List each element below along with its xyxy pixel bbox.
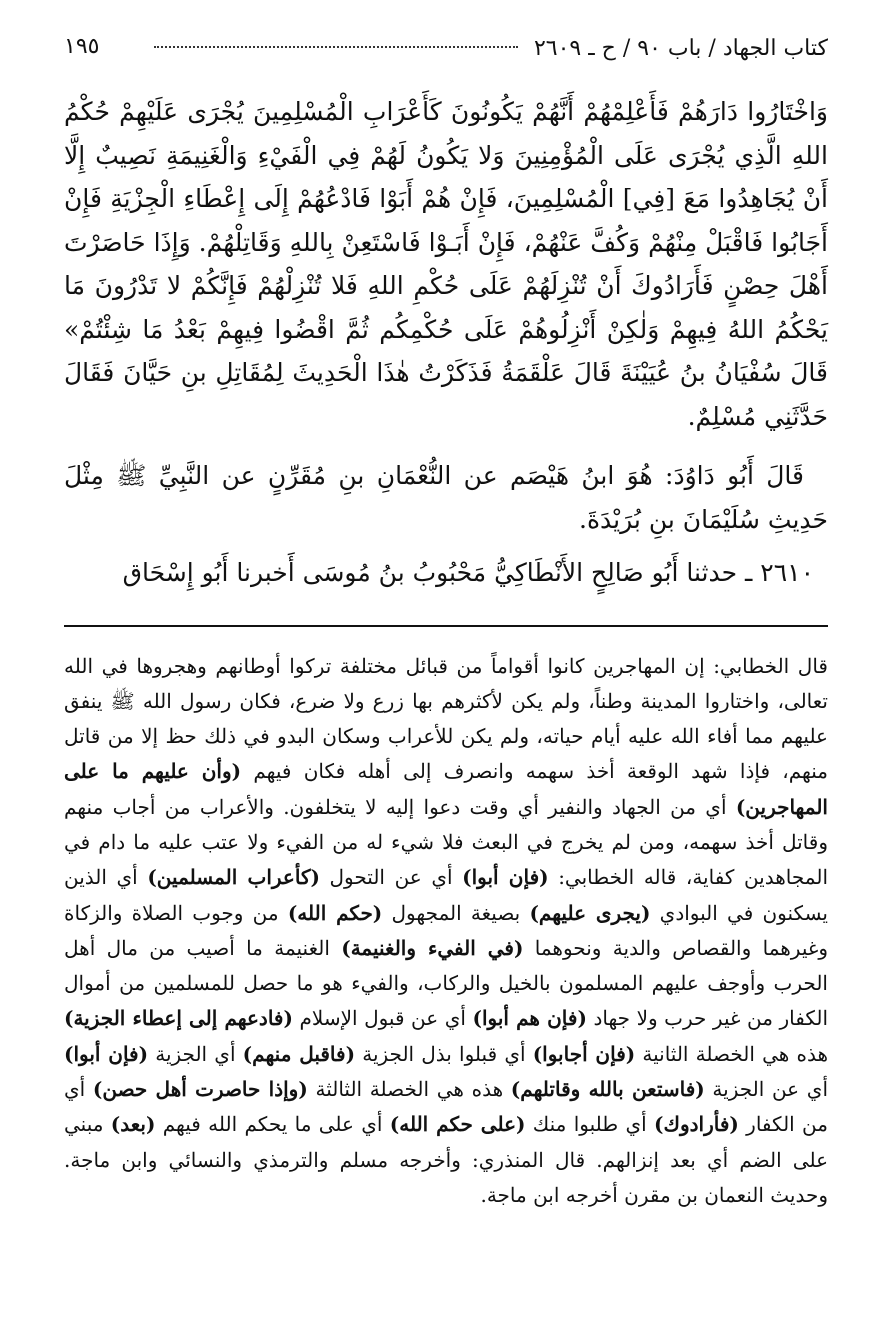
commentary-bold-phrase: (فإن هم أبوا): [472, 1006, 587, 1031]
running-title: كتاب الجهاد / باب ٩٠ / ح ـ ٢٦٠٩: [533, 36, 828, 61]
commentary-bold-phrase: (وإذا حاصرت أهل حصن): [92, 1077, 308, 1102]
hadith-paragraph: وَاخْتَارُوا دَارَهُمْ فَأَعْلِمْهُمْ أَنَّهُمْ يَكُونُونَ كَأَعْرَابِ الْمُسْلِمِينَ يُجْرَى عَلَيْهِمْ حُكْمُ اللهِ الَّذِي يُجْرَى عَلَى الْمُؤْمِنِينَ وَلا يَكُونُ لَهُمْ فِي الْفَيْءِ وَالْغَنِيمَةِ نَصِيبٌ إِلَّا أَنْ يُجَاهِدُوا مَعَ [فِي] الْمُسْلِمِينَ، فَإِنْ هُمْ أَبَوْا فَادْعُهُمْ إِلَى إِعْطَاءِ الْجِزْيَةِ فَإِنْ أَجَابُوا فَاقْبَلْ مِنْهُمْ وَكُفَّ عَنْهُمْ، فَإِنْ أَبَـوْا فَاسْتَعِنْ بِاللهِ وَقَاتِلْهُمْ. وَإِذَا حَاصَرْتَ أَهْلَ حِصْنٍ فَأَرَادُوكَ أَنْ تُنْزِلَهُمْ عَلَى حُكْمِ اللهِ فَلا تُنْزِلْهُمْ فَإِنَّكُمْ لا تَدْرُونَ مَا يَحْكُمُ اللهُ فِيهِمْ وَلٰكِنْ أَنْزِلُوهُمْ عَلَى حُكْمِكُم ثُمَّ اقْضُوا فِيهِمْ بَعْدُ مَا شِئْتُمْ» قَالَ سُفْيَانُ بنُ عُيَيْنَةَ قَالَ عَلْقَمَةُ فَذَكَرْتُ هٰذَا الْحَدِيثَ لِمُقَاتِلِ بنِ حَيَّانَ فَقَالَ حَدَّثَنِي مُسْلِمٌ.: [64, 97, 828, 431]
commentary-text: أي عن قبول الإسلام: [292, 1006, 473, 1031]
commentary-text: أي الذين يسكنون في البوادي: [64, 865, 828, 925]
commentary-bold-phrase: (حكم الله): [287, 900, 383, 925]
commentary-bold-phrase: (كأعراب المسلمين): [147, 865, 320, 890]
commentary-bold-phrase: (فاستعن بالله وقاتلهم): [510, 1077, 705, 1102]
commentary-bold-phrase: (فأرادوك): [654, 1112, 739, 1137]
commentary-bold-phrase: (بعد): [110, 1112, 156, 1137]
header-dotted-leader: [154, 46, 518, 48]
footnote-separator: [64, 625, 828, 627]
hadith-text: [64, 90, 828, 595]
hadith-2610-start: ٢٦١٠ ـ حدثنا أَبُو صَالِحٍ الأَنْطَاكِيُّ مَحْبُوبُ بنُ مُوسَى أَخبرنا أَبُو إِسْحَاق: [122, 558, 814, 587]
commentary-text: أي من الكفار: [64, 1077, 828, 1137]
commentary-paragraph: [64, 649, 828, 1214]
commentary-text: أي قبلوا بذل الجزية: [355, 1041, 533, 1066]
commentary-text: أي الجزية: [148, 1041, 243, 1066]
commentary-text: أي على ما يحكم الله فيهم: [155, 1112, 390, 1137]
commentary-bold-phrase: (فاقبل منهم): [242, 1041, 356, 1066]
running-header: [64, 30, 828, 72]
commentary-text: من وجوب الصلاة والزكاة وغيرهما والقصاص والدية ونحوهما: [64, 900, 828, 960]
commentary-text: قال الخطابي: إن المهاجرين كانوا أقواماً من قبائل مختلفة تركوا أوطانهم وهجروها في الله تعالى، واختاروا المدينة وطناً، ولم يكن لأكثرهم بها زرع ولا ضرع، فكان رسول الله ﷺ ينفق عليهم مما أفاء الله عليه أيام حياته، ولم يكن للأعراب وسكان البدو في ذلك حظ إلا من قاتل منهم، فإذا شهد الوقعة أخذ سهمه وانصرف إلى أهله فكان فيهم: [64, 653, 829, 784]
commentary-text: هذه هي الخصلة الثانية: [635, 1041, 828, 1066]
commentary-text: الغنيمة ما أصيب من مال أهل الحرب وأوجف عليهم المسلمون بالخيل والركاب، والفيء هو ما حصل للمسلمين من أموال الكفار من غير حرب ولا جهاد: [64, 935, 829, 1031]
page-number: ١٩٥: [64, 34, 100, 59]
abu-dawud-note: قَالَ أَبُو دَاوُدَ: هُوَ ابنُ هَيْصَم عن النُّعْمَانِ بنِ مُقَرِّنٍ عن النَّبِيِّ ﷺ مِثْلَ حَدِيثِ سُلَيْمَانَ بنِ بُرَيْدَةَ.: [64, 461, 828, 534]
commentary-text: بصيغة المجهول: [382, 900, 530, 925]
commentary-text: أي من الجهاد والنفير أي وقت دعوا إليه لا يتخلفون. والأعراب من أجاب منهم وقاتل أخذ سهمه، ومن لم يخرج في البعث فلا شيء له من الفيء ولا عتب عليه ما دام في المجاهدين كفاية، قاله الخطابي:: [64, 794, 829, 890]
commentary-text: أي طلبوا منك: [525, 1112, 655, 1137]
commentary: [64, 649, 828, 1214]
commentary-bold-phrase: (وأن عليهم ما على المهاجرين): [64, 759, 828, 819]
commentary-bold-phrase: (فإن أبوا): [462, 865, 549, 890]
commentary-bold-phrase: (فإن أبوا): [64, 1041, 149, 1066]
commentary-bold-phrase: (على حكم الله): [389, 1112, 526, 1137]
commentary-text: هذه هي الخصلة الثالثة: [307, 1077, 511, 1102]
commentary-text: أي عن التحول: [319, 865, 463, 890]
commentary-bold-phrase: (فادعهم إلى إعطاء الجزية): [64, 1006, 293, 1031]
commentary-text: أي عن الجزية: [704, 1077, 829, 1102]
commentary-bold-phrase: (يجرى عليهم): [529, 900, 651, 925]
commentary-bold-phrase: (في الفيء والغنيمة): [341, 935, 524, 960]
commentary-bold-phrase: (فإن أجابوا): [532, 1041, 636, 1066]
commentary-text: مبني على الضم أي بعد إنزالهم. قال المنذري: وأخرجه مسلم والترمذي والنسائي وابن ماجة. وحديث النعمان بن مقرن أخرجه ابن ماجة.: [64, 1112, 828, 1207]
